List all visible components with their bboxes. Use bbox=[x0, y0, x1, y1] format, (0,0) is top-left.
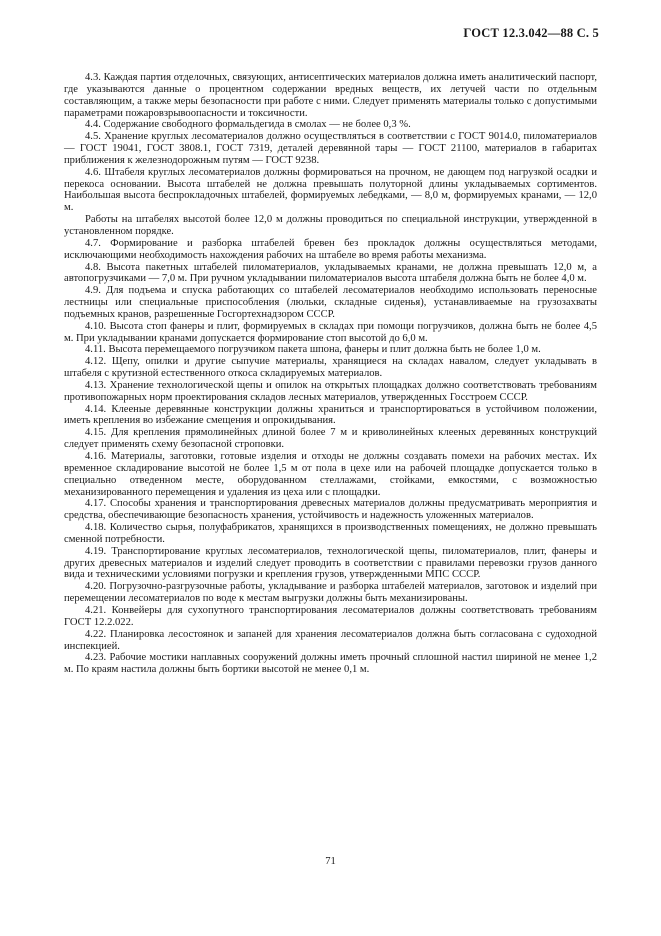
paragraph-4-10: 4.10. Высота стоп фанеры и плит, формируемых в складах при помощи погрузчиков, должна быть не более 4,5 м. При укладывании кранами допускается формирование стоп высотой до 6,0 м. bbox=[64, 320, 597, 344]
paragraph-4-4: 4.4. Содержание свободного формальдегида в смолах — не более 0,3 %. bbox=[85, 119, 411, 131]
paragraph-4-11: 4.11. Высота перемещаемого погрузчиком пакета шпона, фанеры и плит должна быть не более 1,0 м. bbox=[85, 344, 541, 356]
paragraph-4-6-continued: Работы на штабелях высотой более 12,0 м должны проводиться по специальной инструкции, утвержденной в установленном порядке. bbox=[64, 214, 597, 237]
paragraph-4-13: 4.13. Хранение технологической щепы и опилок на открытых площадках должно соответствовать требованиям противопожарных норм проектирования складов лесных материалов, утвержденных Госстроем СССР. bbox=[64, 379, 597, 403]
paragraph-4-17: 4.17. Способы хранения и транспортирования древесных материалов должны предусматривать мероприятия и средства, обеспечивающие безопасность хранения, устойчивость и надежность уложенных материалов. bbox=[64, 498, 597, 522]
paragraph-4-18: 4.18. Количество сырья, полуфабрикатов, хранящихся в производственных помещениях, не должно превышать сменной потребности. bbox=[64, 522, 597, 545]
paragraph-4-6: 4.6. Штабеля круглых лесоматериалов должны формироваться на прочном, не дающем под нагрузкой осадки и перекоса основании. Высота штабелей не должна превышать полуторной длины укладываемых сортиментов. Наибольшая высота беспрокладочных штабелей, формируемых лебедками, — 8,0 м, формируемых кранами, — 12,0 м. bbox=[64, 166, 597, 214]
paragraph-4-23: 4.23. Рабочие мостики наплавных сооружений должны иметь прочный сплошной настил шириной не менее 1,2 м. По краям настила должны быть бортики высотой не менее 0,1 м. bbox=[64, 652, 597, 676]
paragraph-4-14: 4.14. Клееные деревянные конструкции должны храниться и транспортироваться в устойчивом положении, иметь крепления во избежание смещения и опрокидывания. bbox=[64, 403, 597, 427]
page-number: 71 bbox=[325, 856, 336, 867]
document-body bbox=[64, 72, 597, 676]
page-header: ГОСТ 12.3.042—88 С. 5 bbox=[463, 26, 599, 40]
paragraph-4-8: 4.8. Высота пакетных штабелей пиломатериалов, укладываемых кранами, не должна превышать 12,0 м, а автопогрузчиками — 7,0 м. При ручном укладывании пиломатериалов высота штабеля должна быть не более 4,0 м. bbox=[64, 261, 597, 285]
paragraph-4-12: 4.12. Щепу, опилки и другие сыпучие материалы, хранящиеся на складах навалом, следует укладывать в штабеля с крутизной естественного откоса складируемых материалов. bbox=[64, 356, 597, 380]
paragraph-4-15: 4.15. Для крепления прямолинейных длиной более 7 м и криволинейных клееных деревянных конструкций следует применять схему безопасной строповки. bbox=[64, 427, 597, 451]
paragraph-4-21: 4.21. Конвейеры для сухопутного транспортирования лесоматериалов должны соответствовать требованиям ГОСТ 12.2.022. bbox=[64, 604, 597, 628]
paragraph-4-9: 4.9. Для подъема и спуска работающих со штабелей лесоматериалов необходимо использовать переносные лестницы или специальные приспособления (люльки, складные сиденья), устанавливаемые на грузозахваты подъемных кранов, разрешенные Госгортехнадзором СССР. bbox=[64, 285, 597, 320]
paragraph-4-3: 4.3. Каждая партия отделочных, связующих, антисептических материалов должна иметь аналитический паспорт, где указываются данные о процентном содержании вредных веществ, их летучей части по отдельным составляющим, а также меры безопасности при работе с ними. Следует применять материалы только с допустимыми параметрами пожаровзрывоопасности и токсичности. bbox=[64, 72, 597, 119]
paragraph-4-16: 4.16. Материалы, заготовки, готовые изделия и отходы не должны создавать помехи на рабочих местах. Их временное складирование высотой не более 1,5 м от пола в цехе или на рабочей площадке допускается только в специально отведенном месте, оборудованном стеллажами, стойками, емкостями, с возможностью механизированного перемещения и удаления из цеха или с площадки. bbox=[64, 451, 597, 498]
paragraph-4-5: 4.5. Хранение круглых лесоматериалов должно осуществляться в соответствии с ГОСТ 9014.0, пиломатериалов — ГОСТ 19041, ГОСТ 3808.1, ГОСТ 7319, деталей деревянной тары — ГОСТ 21100, материалов в габаритах приближения к железнодорожным путям — ГОСТ 9238. bbox=[64, 131, 597, 166]
paragraph-4-22: 4.22. Планировка лесостоянок и запаней для хранения лесоматериалов должна быть согласована с судоходной инспекцией. bbox=[64, 628, 597, 652]
paragraph-4-7: 4.7. Формирование и разборка штабелей бревен без прокладок должны осуществляться методами, исключающими необходимость нахождения рабочих на штабеле во время работы механизма. bbox=[64, 237, 597, 261]
paragraph-4-20: 4.20. Погрузочно-разгрузочные работы, укладывание и разборка штабелей материалов, заготовок и изделий при перемещении лесоматериалов по воде к местам выгрузки должны быть механизированы. bbox=[64, 581, 597, 605]
paragraph-4-19: 4.19. Транспортирование круглых лесоматериалов, технологической щепы, пиломатериалов, плит, фанеры и других древесных материалов и изделий следует проводить в соответствии с правилами перевозки грузов данного вида и техническими условиями погрузки и крепления грузов, утвержденными МПС СССР. bbox=[64, 545, 597, 581]
